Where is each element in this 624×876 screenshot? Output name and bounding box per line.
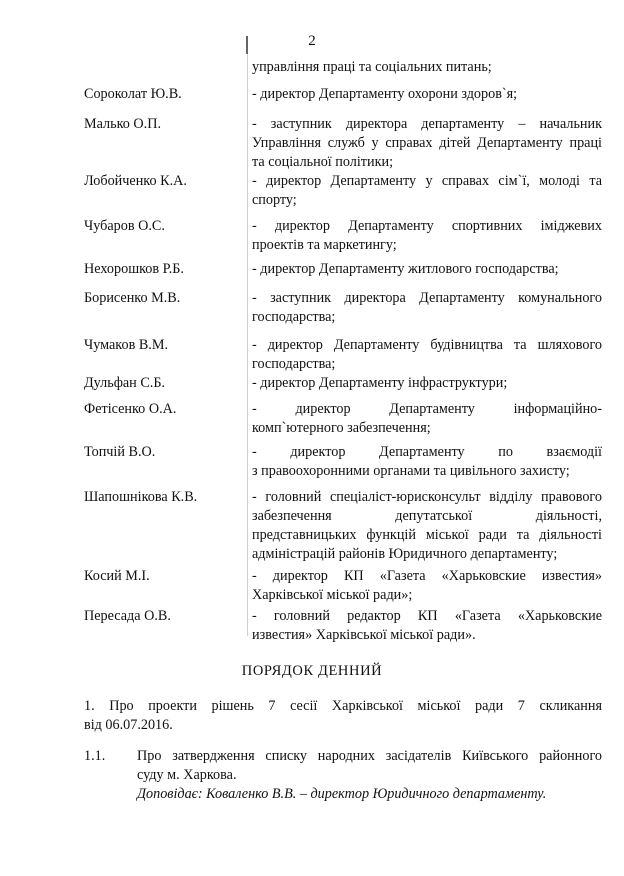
attendee-role-line: представницьких функцій міської ради та діяльності: [252, 527, 602, 543]
attendee-role-line: - головний спеціаліст-юрисконсульт відділу правового: [252, 489, 602, 505]
agenda-item-1-1-line: суду м. Харкова.: [137, 767, 237, 783]
attendee-role: [252, 336, 602, 374]
continued-role-text: управління праці та соціальних питань;: [252, 59, 492, 75]
attendee-role: [252, 85, 602, 104]
attendee-role-line: известия» Харківської міської ради».: [252, 627, 476, 643]
attendee-role: [252, 374, 602, 393]
attendee-name: Малько О.П.: [84, 116, 161, 132]
attendee-role-line: - директор Департаменту житлового господарства;: [252, 261, 559, 277]
attendee-name: Чубаров О.С.: [84, 218, 165, 234]
agenda-speaker: Доповідає: Коваленко В.В. – директор Юридичного департаменту.: [137, 786, 547, 802]
attendee-name: Сороколат Ю.В.: [84, 86, 182, 102]
attendee-name: Косий М.І.: [84, 568, 150, 584]
attendee-role-line: - директор Департаменту спортивних іміджевих: [252, 218, 602, 234]
agenda-item-1-1-line: Про затвердження списку народних засідателів Київського районного: [137, 748, 602, 764]
attendee-role: [252, 115, 602, 172]
agenda-item-1-1-number: 1.1.: [84, 748, 106, 764]
attendee-role: [252, 260, 602, 279]
attendee-role-line: - директор Департаменту по взаємодії: [252, 444, 602, 460]
agenda-heading: ПОРЯДОК ДЕННИЙ: [241, 663, 383, 679]
attendee-role-line: - заступник директора департаменту – начальник: [252, 116, 602, 132]
attendee-role: [252, 172, 602, 210]
attendee-role-line: забезпечення депутатської діяльності,: [252, 508, 602, 524]
attendee-role: [252, 567, 602, 605]
margin-line: [247, 36, 248, 636]
agenda-item-1-line: 1. Про проекти рішень 7 сесії Харківської міської ради 7 скликання: [84, 698, 602, 714]
attendee-role-line: адміністрацій районів Юридичного департаменту;: [252, 546, 558, 562]
attendee-role: [252, 289, 602, 327]
attendee-role-line: та соціальної політики;: [252, 154, 394, 170]
attendee-role: [252, 443, 602, 481]
attendee-role-line: - директор Департаменту охорони здоров`я;: [252, 86, 518, 102]
agenda-item-1-line: від 06.07.2016.: [84, 717, 173, 733]
attendee-role-line: спорту;: [252, 192, 297, 208]
attendee-name: Чумаков В.М.: [84, 337, 168, 353]
attendee-role-line: Управління служб у справах дітей Департаменту праці: [252, 135, 602, 151]
attendee-role-line: - директор Департаменту інформаційно-: [252, 401, 602, 417]
attendee-name: Пересада О.В.: [84, 608, 171, 624]
attendee-role-line: господарства;: [252, 356, 336, 372]
attendee-name: Дульфан С.Б.: [84, 375, 166, 391]
attendee-role-line: господарства;: [252, 309, 336, 325]
attendee-role-line: - головний редактор КП «Газета «Харьковские: [252, 608, 602, 624]
attendee-role: [252, 217, 602, 255]
attendee-role-line: - директор КП «Газета «Харьковские известия»: [252, 568, 602, 584]
attendee-role-line: - директор Департаменту будівництва та шляхового: [252, 337, 602, 353]
page-number: 2: [308, 33, 316, 49]
attendee-role-line: комп`ютерного забезпечення;: [252, 420, 431, 436]
agenda-item-1: [84, 697, 602, 735]
attendee-name: Топчій В.О.: [84, 444, 156, 460]
attendee-role: [252, 400, 602, 438]
attendee-role-line: проектів та маркетингу;: [252, 237, 397, 253]
attendee-role-line: Харківської міської ради»;: [252, 587, 413, 603]
attendee-role: [252, 488, 602, 564]
attendee-name: Нехорошков Р.Б.: [84, 261, 184, 277]
attendee-role-line: з правоохоронними органами та цивільного захисту;: [252, 463, 570, 479]
attendee-role: [252, 607, 602, 645]
attendee-name: Фетісенко О.А.: [84, 401, 177, 417]
attendee-role-line: - директор Департаменту у справах сім`ї, молоді та: [252, 173, 602, 189]
agenda-item-1-1: [137, 747, 602, 804]
attendee-name: Борисенко М.В.: [84, 290, 181, 306]
attendee-name: Шапошнікова К.В.: [84, 489, 198, 505]
attendee-name: Лобойченко К.А.: [84, 173, 187, 189]
attendee-role-line: - заступник директора Департаменту комунального: [252, 290, 602, 306]
attendee-role-line: - директор Департаменту інфраструктури;: [252, 375, 508, 391]
